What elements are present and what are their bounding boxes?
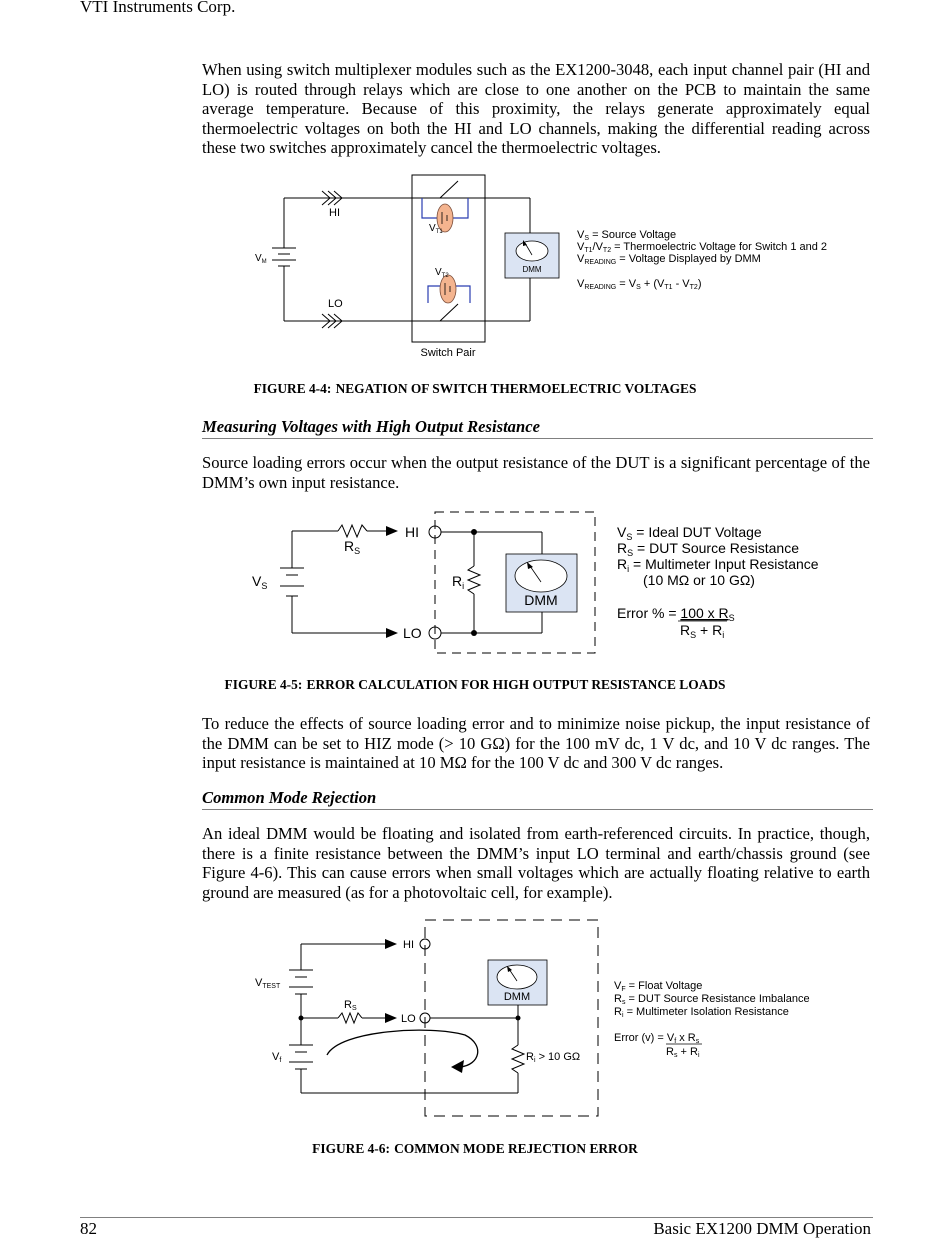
svg-text:Ri: $R_i$ (452, 573, 465, 591)
fig5-lo-label: LO (403, 625, 422, 641)
svg-text:VM: $V_M$ (255, 253, 267, 265)
fig4-dmm-label: DMM (522, 265, 542, 274)
svg-text:Rs = DUT Source Resistance Imb: Rs = DUT Source Resistance Imbalance (614, 993, 810, 1006)
svg-text:VS = Ideal DUT Voltage: $V_S$ = Ideal DUT Voltage (617, 524, 762, 542)
running-header: VTI Instruments Corp. (80, 0, 236, 16)
svg-text:Error (v) = Vf x Rs: Error (v) = Vf x Rs (614, 1032, 700, 1045)
svg-text:RS: RS (344, 999, 357, 1012)
svg-text:Ri > 10 GΩ: Ri > 10 GΩ (526, 1051, 581, 1064)
svg-text:VF = Float Voltage: VF = Float Voltage (614, 980, 703, 993)
svg-text:Ri = Multimeter Input Resistan: $R_i$ = Multimeter Input Resistance (617, 556, 819, 574)
svg-text:VS = Source Voltage: VS = Source Voltage (577, 229, 677, 242)
svg-text:VT1/VT2 = Thermoelectric Volta: VT1/VT2 = Thermoelectric Voltage for Switch 1 and 2 (577, 241, 828, 254)
svg-text:VS: $V_S$ (252, 573, 268, 591)
paragraph-hiz-mode: To reduce the effects of source loading error and to minimize noise pickup, the input resistance of the DMM can be set to HIZ mode (> 10 GΩ) for the 100 mV dc, 1 V dc, and 10 V dc ranges. The input resistance is maintained at 10 MΩ for the 100 V dc and 300 V dc ranges. (202, 714, 870, 773)
svg-text:Error % = 100 x RS: Error % = 100 x $R_S$ (617, 605, 735, 623)
svg-text:RS = DUT Source Resistance: $R_S$ = DUT Source Resistance (617, 540, 800, 558)
svg-text:Rs + Ri: Rs + Ri (666, 1046, 700, 1059)
svg-text:VT1: $V_{T1}$ (429, 223, 443, 235)
figure-4-6-caption (0, 1138, 950, 1158)
section-heading-high-output-resistance: Measuring Voltages with High Output Resistance (202, 417, 873, 439)
figure-4-4-title: NEGATION OF SWITCH THERMOELECTRIC VOLTAGES (335, 381, 697, 396)
figure-4-5-caption (0, 674, 950, 694)
fig6-dmm-label: DMM (503, 991, 531, 1003)
svg-text:(10 MΩ or 10 GΩ): (10 MΩ or 10 GΩ) (643, 572, 755, 588)
footer-divider (80, 1217, 873, 1218)
fig6-hi-label: HI (403, 939, 414, 951)
fig5-dmm-label: DMM (524, 592, 558, 608)
fig4-lo-label: LO (328, 298, 343, 310)
svg-text:RS + Ri: $R_S + R_i$ (680, 622, 725, 640)
section-heading-common-mode: Common Mode Rejection (202, 788, 873, 810)
figure-4-6-title: COMMON MODE REJECTION ERROR (394, 1141, 638, 1156)
fig5-hi-label: HI (405, 524, 419, 540)
paragraph-source-loading: Source loading errors occur when the output resistance of the DUT is a significant percentage of the DMM’s own input resistance. (202, 453, 870, 492)
svg-text:Ri = Multimeter Isolation Resi: Ri = Multimeter Isolation Resistance (614, 1006, 789, 1019)
svg-text:VREADING = Voltage Displayed b: VREADING = Voltage Displayed by DMM (577, 253, 761, 266)
fig4-switch-pair-label: Switch Pair (420, 347, 476, 359)
fig4-hi-label: HI (329, 207, 340, 219)
svg-text:VT2: $V_{T2}$ (435, 267, 449, 279)
svg-text:RS: $R_S$ (344, 538, 361, 556)
svg-text:VTEST: VTEST (255, 977, 281, 990)
paragraph-switch-relays: When using switch multiplexer modules such as the EX1200-3048, each input channel pair (HI and LO) is routed through relays which are close to one another on the PCB to maintain the same average temperature. Because of this proximity, the relays generate approximately equal thermoelectric voltages on both the HI and LO channels, making the differential reading across these two switches approximately cancel the thermoelectric voltages. (202, 60, 870, 158)
figure-4-5-number: FIGURE 4-5: (224, 677, 303, 692)
footer-chapter-title: Basic EX1200 DMM Operation (653, 1219, 871, 1238)
paragraph-floating-dmm: An ideal DMM would be floating and isolated from earth-referenced circuits. In practice, though, there is a finite resistance between the DMM’s input LO terminal and earth/chassis ground (see Figure 4-6). This can cause errors when small voltages which are actually floating relative to earth ground are measured (as for a photovoltaic cell, for example). (202, 824, 870, 902)
fig6-lo-label: LO (401, 1013, 416, 1025)
svg-text:VREADING = VS + (VT1 - VT2): VREADING = VS + (VT1 - VT2) (577, 278, 702, 291)
svg-text:Vf: Vf (272, 1051, 282, 1064)
figure-4-6-number: FIGURE 4-6: (312, 1141, 390, 1156)
figure-4-4-caption (0, 378, 950, 398)
figure-4-5-title: ERROR CALCULATION FOR HIGH OUTPUT RESISTANCE LOADS (306, 677, 726, 692)
figure-4-4-number: FIGURE 4-4: (253, 381, 332, 396)
page-number: 82 (80, 1219, 97, 1238)
